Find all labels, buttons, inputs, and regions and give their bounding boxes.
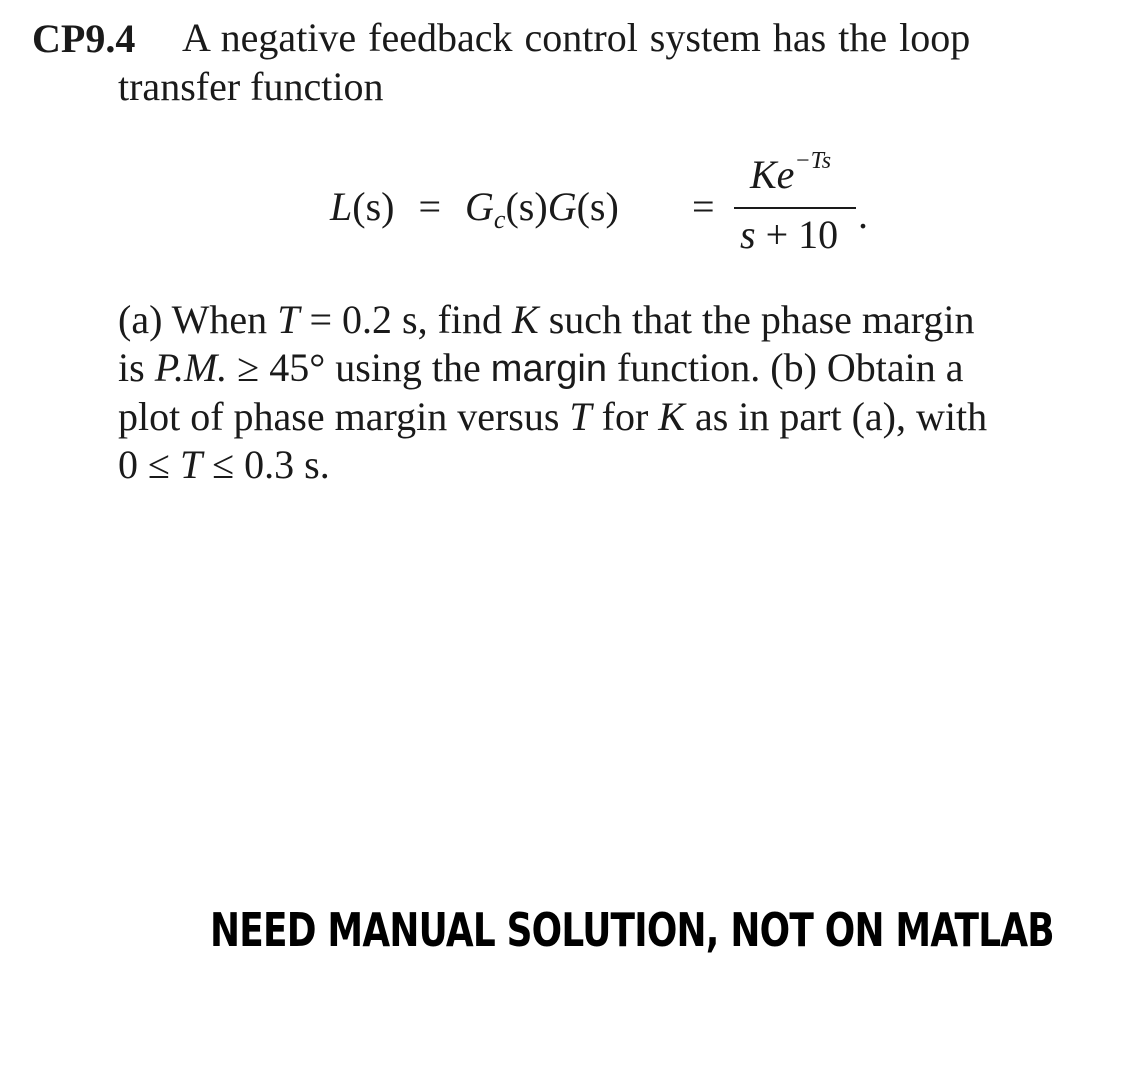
text: for [591, 394, 659, 439]
manual-solution-note: NEED MANUAL SOLUTION, NOT ON MATLAB [210, 903, 1054, 957]
paragraph-line-2 [118, 344, 1088, 393]
text: function. (b) Obtain a [606, 345, 964, 390]
text: plot of phase margin versus [118, 394, 570, 439]
arg-s: (s) [576, 184, 619, 229]
fraction [734, 145, 868, 265]
arg-s: (s) [505, 184, 548, 229]
fraction-bar [734, 207, 856, 209]
equation-period: . [858, 192, 868, 237]
paragraph-line-3 [118, 393, 1088, 441]
fraction-denominator [740, 211, 838, 258]
problem-question-paragraph [118, 296, 1088, 489]
equals-sign: = [418, 184, 442, 229]
equals-sign: = [692, 184, 715, 229]
margin-function-name: margin [490, 348, 607, 390]
problem-intro-line-2: transfer function [118, 64, 384, 109]
numerator-exponent: −Ts [794, 147, 832, 174]
symbol-T: T [179, 442, 203, 487]
subscript-c: c [493, 205, 506, 234]
text: ≥ 45° using the [227, 345, 491, 390]
symbol-G: G [547, 184, 577, 229]
denominator-s: s [740, 212, 756, 257]
symbol-T: T [277, 297, 300, 342]
symbol-T: T [569, 394, 592, 439]
loop-transfer-function-equation [330, 145, 890, 265]
paragraph-line-1 [118, 296, 1088, 344]
symbol-L: L [330, 184, 353, 229]
problem-number: CP9.4 [32, 16, 136, 61]
denominator-rest: + 10 [755, 212, 839, 257]
symbol-pm: P.M. [154, 345, 228, 390]
text: as in part (a), with [684, 394, 988, 439]
text: such that the phase margin [538, 297, 975, 342]
text: 0 ≤ [118, 442, 180, 487]
text: is [118, 345, 155, 390]
paragraph-line-4 [118, 441, 1088, 489]
symbol-K: K [512, 297, 539, 342]
equation-lhs [330, 183, 619, 234]
arg-s: (s) [352, 184, 395, 229]
numerator-base: Ke [750, 152, 795, 197]
problem-intro-line-1: A negative feedback control system has the loop [182, 15, 971, 60]
symbol-Gc: G [465, 184, 494, 229]
text: ≤ 0.3 s. [202, 442, 330, 487]
fraction-numerator [750, 147, 832, 198]
symbol-K: K [658, 394, 685, 439]
text: (a) When [118, 297, 278, 342]
text: = 0.2 s, find [299, 297, 512, 342]
